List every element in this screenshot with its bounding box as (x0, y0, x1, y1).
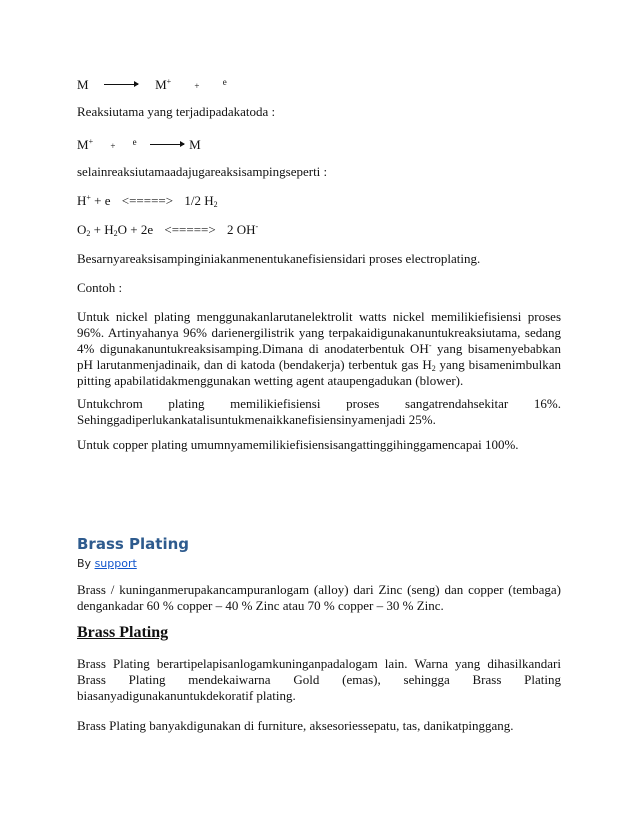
eq-metal: M (77, 77, 89, 92)
eq-electron: e (132, 137, 137, 147)
equation-oxidation: M M+ + $^e$ (77, 77, 227, 92)
eq-plus: + (110, 141, 116, 151)
text-reaksi-samping: selainreaksiutamaadajugareaksisampingseperti : (77, 164, 328, 179)
heading-brass-plating: Brass Plating (77, 624, 169, 641)
paragraph-nickel: Untuk nickel plating menggunakanlarutanelektrolit watts nickel memilikiefisiensi proses 96%. Artinyahanya 96% darienergilistrik yang terpakaidigunakanuntukreaksiutama, sedang 4% digunakanuntukreaksisamping.Dimana di anodaterbentuk OH- yang bisamenyebabkan pH larutanmenjadinaik, dan di katoda (bendakerja) terbentuk gas $H_2$ yang bisamenimbulkan pitting apabilatidakmenggunakan wetting agent ataupengadukan (blower). (77, 309, 562, 388)
paragraph-brass-uses: Brass Plating banyakdigunakan di furniture, aksesoriessepatu, tas, danikatpinggang. (77, 718, 514, 733)
text-contoh: Contoh : (77, 280, 123, 295)
equation-hydrogen: H+ + e <=====> 1/2 $H_2$ (77, 193, 218, 209)
eq-metal-ion: M (155, 77, 167, 92)
eq-electron: e (222, 77, 227, 87)
equation-reduction: M+ + $^e$ M (77, 137, 201, 152)
arrow-right-icon (104, 84, 138, 85)
eq-metal: M (189, 137, 201, 152)
eq-metal-ion: M (77, 137, 89, 152)
eq-plus: + (194, 81, 200, 91)
text-besarnya: Besarnyareaksisampinginiakanmenentukanefisiensidari proses electroplating. (77, 251, 481, 266)
paragraph-chrom: Untukchrom plating memilikiefisiensi proses sangatrendahsekitar 16%. Sehinggadiperlukankatalisuntukmenaikkanefisiensinyamenjadi 25%. (77, 396, 561, 427)
double-arrow: <=====> (164, 222, 216, 237)
paragraph-brass-intro: Brass / kuninganmerupakancampuranlogam (alloy) dari Zinc (seng) dan copper (tembaga) dengankadar 60 % copper – 40 % Zinc atau 70 % copper – 30 % Zinc. (77, 582, 561, 613)
double-arrow: <=====> (121, 193, 174, 208)
author-link[interactable]: support (94, 557, 137, 570)
text-reaksi-utama: Reaksiutama yang terjadipadakatoda : (77, 104, 276, 119)
byline: By support (77, 557, 137, 570)
paragraph-copper: Untuk copper plating umumnyamemilikiefisiensisangattinggihinggamencapai 100%. (77, 437, 519, 452)
section-title: Brass Plating (77, 535, 190, 553)
paragraph-brass-definition: Brass Plating berartipelapisanlogamkuninganpadalogam lain. Warna yang dihasilkandari Brass Plating mendekaiwarna Gold (emas), sehingga Brass Plating biasanyadigunakanuntukdekoratif plating. (77, 656, 561, 703)
arrow-right-icon (150, 144, 184, 145)
equation-water: $O_2 + H_2O + 2e$ <=====> 2 OH- (77, 222, 259, 238)
